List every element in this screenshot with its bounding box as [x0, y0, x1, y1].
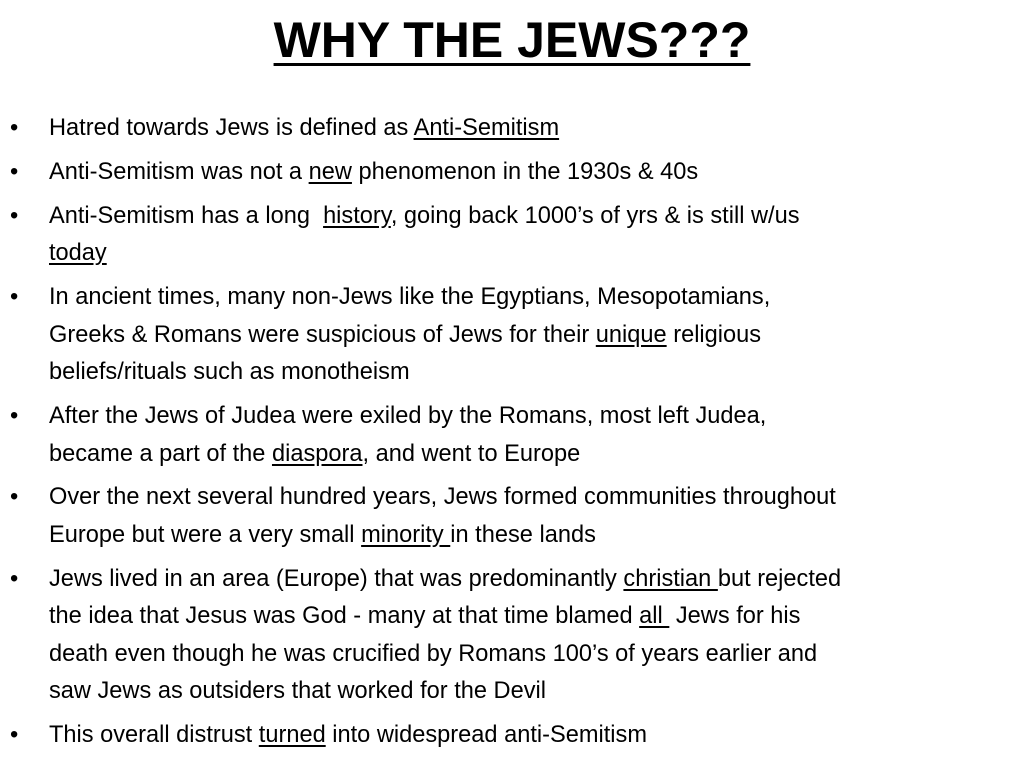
bullet-marker: • — [10, 565, 19, 592]
underlined-term: minority — [361, 521, 451, 548]
bullet-marker: • — [10, 158, 19, 185]
underlined-term: turned — [258, 722, 326, 749]
bullet-text: Jews for his — [669, 603, 801, 630]
slide-title: WHY THE JEWS??? — [273, 12, 751, 68]
bullet-text: Anti-Semitism has a long — [49, 202, 324, 229]
bullet-text: saw Jews as outsiders that worked for the Devil — [49, 678, 546, 705]
bullet-text: beliefs/rituals such as monotheism — [49, 359, 410, 386]
bullet-text: religious — [666, 321, 762, 348]
bullet-text: This overall distrust — [49, 722, 259, 749]
bullet-text: but rejected — [717, 565, 842, 592]
bullet-text: phenomenon in the 1930s & 40s — [351, 158, 699, 185]
bullet-text: In ancient times, many non-Jews like the Egyptians, Mesopotamians, — [49, 284, 771, 311]
bullet-text: became a part of the — [49, 440, 272, 467]
bullet-item-1 — [0, 110, 1010, 148]
bullet-text: After the Jews of Judea were exiled by the Romans, most left Judea, — [49, 403, 767, 430]
underlined-term: christian — [623, 565, 718, 592]
bullet-item-8 — [0, 717, 1010, 755]
bullet-item-2 — [0, 154, 1010, 192]
bullet-text: Over the next several hundred years, Jews formed communities throughout — [49, 484, 836, 511]
bullet-item-6 — [0, 479, 1010, 554]
bullet-item-7 — [0, 561, 1010, 711]
bullet-list — [0, 110, 1010, 761]
bullet-marker: • — [10, 484, 19, 511]
bullet-text: , going back 1000’s of yrs & is still w/us — [390, 202, 800, 229]
underlined-term: all — [639, 603, 670, 630]
bullet-marker: • — [10, 115, 19, 141]
bullet-text: Hatred towards Jews is defined as — [49, 115, 414, 141]
underlined-term: new — [308, 158, 352, 185]
underlined-term: history — [323, 202, 391, 229]
bullet-marker: • — [10, 403, 19, 430]
bullet-marker: • — [10, 202, 19, 229]
underlined-term: diaspora — [271, 440, 363, 467]
underlined-term: Anti-Semitism — [413, 115, 560, 141]
underlined-term: today — [49, 240, 107, 267]
bullet-text: in these lands — [450, 521, 596, 548]
bullet-text: the idea that Jesus was God - many at that time blamed — [49, 603, 640, 630]
bullet-item-4 — [0, 279, 1010, 392]
bullet-text: Jews lived in an area (Europe) that was predominantly — [49, 565, 624, 592]
bullet-text: death even though he was crucified by Romans 100’s of years earlier and — [49, 640, 818, 667]
bullet-marker: • — [10, 722, 19, 749]
bullet-marker: • — [10, 284, 19, 311]
bullet-text: into widespread anti-Semitism — [325, 722, 647, 749]
bullet-text: Europe but were a very small — [49, 521, 362, 548]
bullet-text: Greeks & Romans were suspicious of Jews for their — [49, 321, 596, 348]
bullet-item-3 — [0, 198, 1010, 273]
bullet-text: , and went to Europe — [362, 440, 581, 467]
bullet-text: Anti-Semitism was not a — [49, 158, 309, 185]
underlined-term: unique — [595, 321, 667, 348]
bullet-item-5 — [0, 398, 1010, 473]
